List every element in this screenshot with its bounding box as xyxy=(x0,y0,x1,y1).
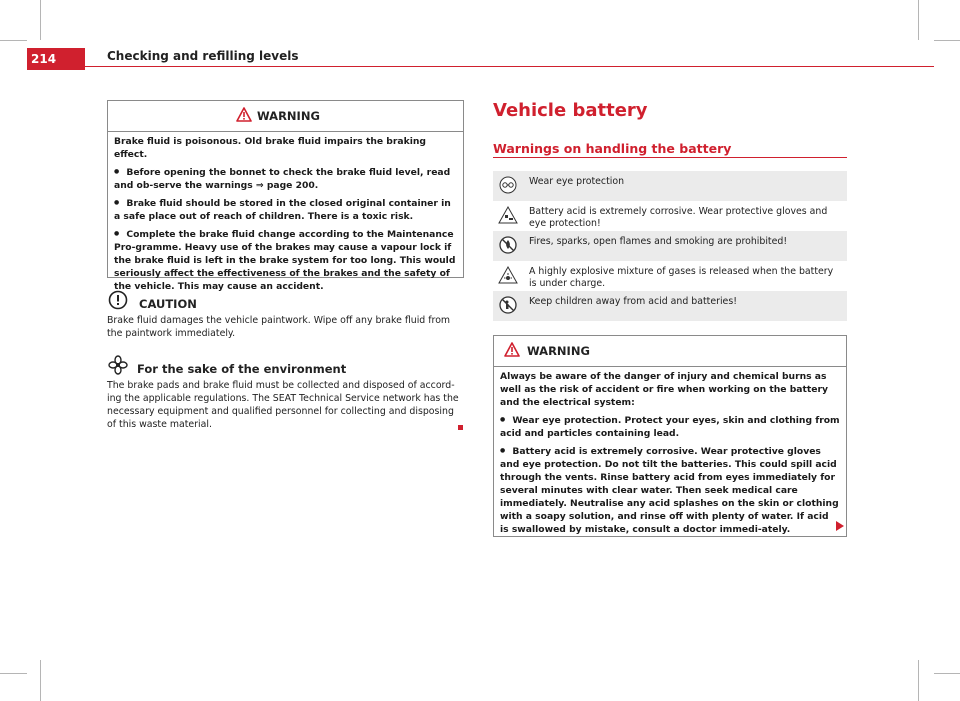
section-subtitle: Warnings on handling the battery xyxy=(493,141,732,156)
symbol-text: Battery acid is extremely corrosive. Wear protective gloves and eye protection! xyxy=(529,206,828,229)
symbol-row xyxy=(493,261,847,291)
symbol-text: Fires, sparks, open flames and smoking are prohibited! xyxy=(529,236,788,247)
caution-icon xyxy=(108,290,128,310)
crop-mark xyxy=(918,660,919,701)
corrosive-acid-icon xyxy=(498,206,518,224)
crop-mark xyxy=(934,40,960,41)
warning-label: WARNING xyxy=(257,109,320,123)
crop-mark xyxy=(934,673,960,674)
caution-label: CAUTION xyxy=(139,297,197,311)
warning-triangle-icon xyxy=(504,342,520,357)
warning-bullet: ● Wear eye protection. Protect your eyes, skin and clothing from acid and particles containing lead. xyxy=(500,413,840,440)
header-rule xyxy=(85,66,934,67)
symbol-text: Keep children away from acid and batteries! xyxy=(529,296,737,307)
crop-mark xyxy=(40,0,41,40)
section-title: Vehicle battery xyxy=(493,100,648,121)
crop-mark xyxy=(918,0,919,40)
warning-body xyxy=(494,367,846,536)
symbol-text: Wear eye protection xyxy=(529,176,625,187)
no-fire-icon xyxy=(499,236,517,254)
warning-triangle-icon xyxy=(236,107,252,122)
battery-warning-box xyxy=(493,335,847,537)
warning-bullet: ● Before opening the bonnet to check the brake fluid level, read and ob-serve the warnings ⇒ page 200. xyxy=(114,165,457,192)
warning-bullet: ● Complete the brake fluid change according to the Maintenance Pro-gramme. Heavy use of the brakes may cause a vapour lock if the brake fluid is left in the brake system for too long. This would seriously affect the effectiveness of the brakes and the safety of the vehicle. This may cause an accident. xyxy=(114,227,457,293)
warning-body xyxy=(108,132,463,293)
warning-bullet: ● Battery acid is extremely corrosive. Wear protective gloves and eye protection. Do not tilt the batteries. This could spill acid through the vents. Rinse battery acid from eyes immediately for several minutes with clear water. Then seek medical care immediately. Neutralise any acid splashes on the skin or clothing with a soapy solution, and rinse off with plenty of water. If acid is swallowed by mistake, consult a doctor immedi-ately. xyxy=(500,444,840,536)
warning-label: WARNING xyxy=(527,344,590,358)
environment-flower-icon xyxy=(108,355,128,375)
environment-label: For the sake of the environment xyxy=(137,362,347,376)
eye-protection-icon xyxy=(499,176,517,194)
symbol-row xyxy=(493,231,847,261)
crop-mark xyxy=(0,673,27,674)
warning-header xyxy=(494,336,846,367)
page-number: 214 xyxy=(27,48,85,70)
battery-symbol-table xyxy=(493,171,847,321)
warning-lead: Always be aware of the danger of injury and chemical burns as well as the risk of accident or fire when working on the battery and the electrical system: xyxy=(500,371,829,408)
brake-fluid-warning-box xyxy=(107,100,464,292)
symbol-row xyxy=(493,291,847,321)
warning-bullet: ● Brake fluid should be stored in the closed original container in a safe place out of reach of children. There is a toxic risk. xyxy=(114,196,457,223)
symbol-row xyxy=(493,201,847,231)
chapter-title: Checking and refilling levels xyxy=(107,49,299,63)
keep-children-away-icon xyxy=(499,296,517,314)
continue-arrow-icon xyxy=(836,521,844,531)
section-end-marker xyxy=(458,425,463,430)
crop-mark xyxy=(40,660,41,701)
caution-text: Brake fluid damages the vehicle paintwork. Wipe off any brake fluid from the paintwork immediately. xyxy=(107,315,451,339)
page-header xyxy=(27,48,934,70)
warning-header xyxy=(108,101,463,132)
subtitle-rule xyxy=(493,157,847,158)
warning-lead: Brake fluid is poisonous. Old brake fluid impairs the braking effect. xyxy=(114,136,426,160)
crop-mark xyxy=(0,40,27,41)
symbol-text: A highly explosive mixture of gases is released when the battery is under charge. xyxy=(529,266,834,289)
symbol-row xyxy=(493,171,847,201)
environment-text: The brake pads and brake fluid must be collected and disposed of accord-ing the applicable regulations. The SEAT Technical Service network has the necessary equipment and qualified personnel for collecting and disposing of this waste material. xyxy=(107,380,459,430)
explosive-gas-icon xyxy=(498,266,518,284)
